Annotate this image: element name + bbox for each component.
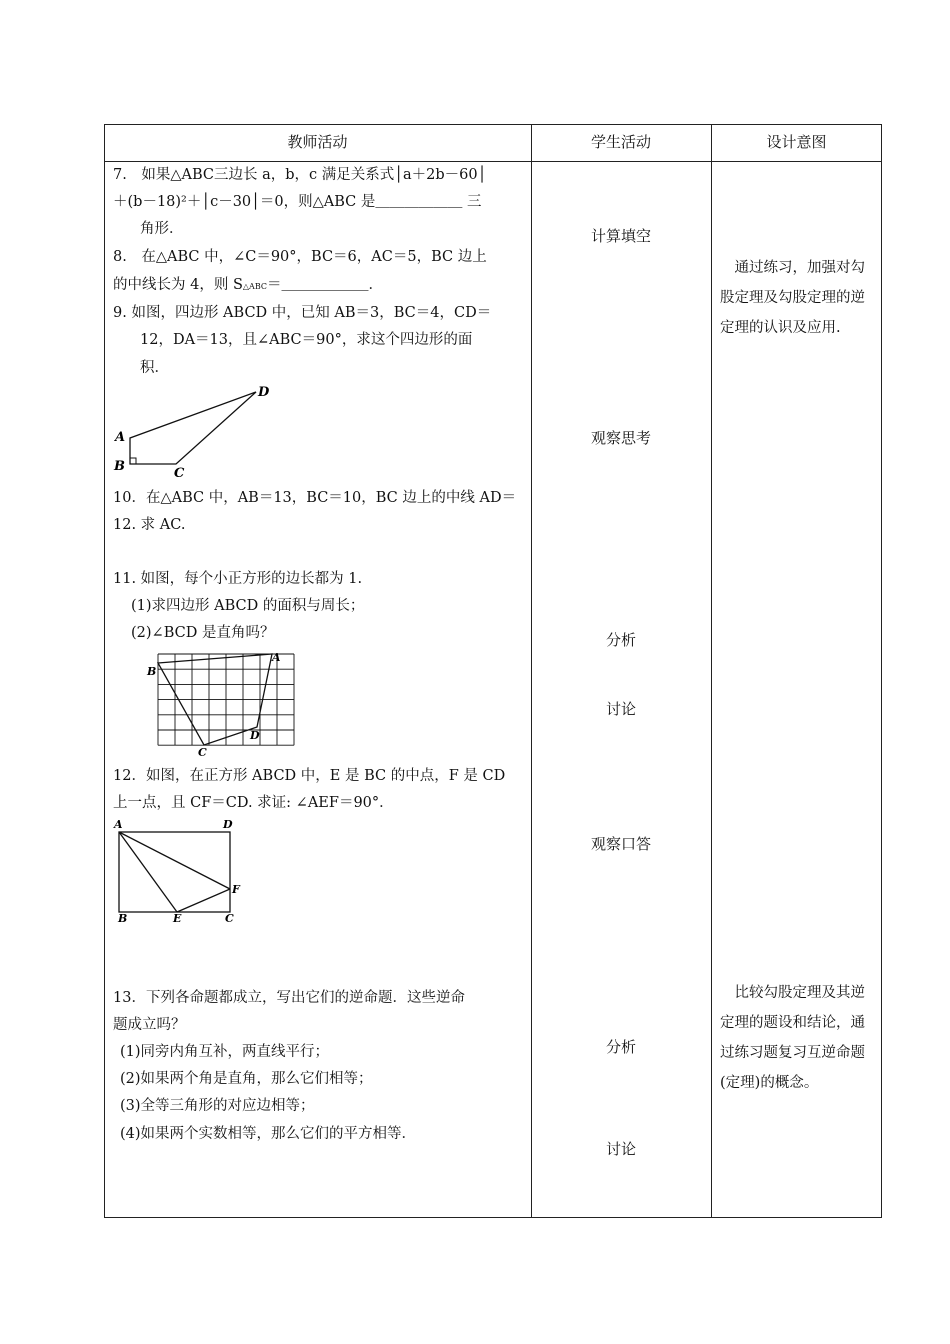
q8-line1: 8. 在△ABC 中，∠C＝90°，BC＝6，AC＝5，BC 边上 — [113, 249, 487, 265]
q11-label-a: A — [272, 651, 281, 664]
q9-line2: 12，DA＝13，且∠ABC＝90°，求这个四边形的面 — [140, 332, 473, 348]
header-design: 设计意图 — [766, 133, 827, 151]
q12-label-e: E — [173, 912, 182, 925]
q8-line2: 的中线长为 4，则 S△ABC＝＿＿＿＿＿＿． — [113, 277, 383, 293]
header-teacher: 教师活动 — [287, 133, 348, 151]
q12-label-a: A — [114, 818, 123, 831]
student-activity-3: 分析 — [605, 631, 636, 649]
q13-line1: 13．下列各命题都成立，写出它们的逆命题．这些逆命 — [113, 990, 465, 1006]
q13-item-4: (4)如果两个实数相等，那么它们的平方相等． — [120, 1126, 417, 1142]
q11-line2: (1)求四边形 ABCD 的面积与周长； — [131, 598, 365, 614]
q12-label-b: B — [118, 912, 128, 925]
student-activity-7: 讨论 — [605, 1140, 636, 1158]
q12-label-d: D — [223, 818, 233, 831]
q11-label-d: D — [250, 729, 260, 742]
q9-label-b: B — [114, 459, 125, 474]
q7-line1: 7. 如果△ABC三边长 a，b，c 满足关系式│a＋2b－60│ — [113, 167, 487, 183]
q11-line3: (2)∠BCD 是直角吗？ — [131, 625, 275, 641]
q12-label-c: C — [225, 912, 234, 925]
student-activity-4: 讨论 — [605, 700, 636, 718]
header-student: 学生活动 — [590, 133, 651, 151]
q10-line2: 12. 求 AC. — [113, 517, 186, 533]
q7-line3: 角形． — [140, 221, 184, 237]
q9-line1: 9. 如图，四边形 ABCD 中，已知 AB＝3，BC＝4，CD＝ — [113, 305, 492, 321]
q13-line2: 题成立吗？ — [113, 1017, 186, 1033]
q11-grid-figure — [145, 648, 300, 760]
q13-item-2: (2)如果两个角是直角，那么它们相等； — [120, 1071, 373, 1087]
q12-square-figure — [110, 818, 250, 928]
q9-label-d: D — [258, 385, 270, 400]
q7-line2: ＋(b－18)²＋│c－30│＝0，则△ABC 是＿＿＿＿＿＿ 三 — [113, 194, 482, 210]
q12-label-f: F — [232, 883, 240, 896]
q11-label-b: B — [147, 665, 157, 678]
student-activity-5: 观察口答 — [590, 835, 651, 853]
q9-label-c: C — [174, 466, 185, 481]
header-divider — [104, 161, 882, 162]
q11-line1: 11. 如图，每个小正方形的边长都为 1. — [113, 571, 363, 587]
q12-line1: 12．如图，在正方形 ABCD 中，E 是 BC 的中点，F 是 CD — [113, 768, 506, 784]
q12-line2: 上一点，且 CF＝CD. 求证: ∠AEF＝90°． — [113, 795, 394, 811]
q13-item-3: (3)全等三角形的对应边相等； — [120, 1098, 315, 1114]
q10-line1: 10．在△ABC 中，AB＝13，BC＝10，BC 边上的中线 AD＝ — [113, 490, 517, 506]
q11-label-c: C — [198, 746, 207, 759]
design-intent-1: 通过练习，加强对勾股定理及勾股定理的逆定理的认识及应用. — [720, 260, 865, 336]
student-activity-2: 观察思考 — [590, 429, 651, 447]
student-activity-1: 计算填空 — [590, 227, 651, 245]
design-intent-2: 比较勾股定理及其逆定理的题设和结论，通过练习题复习互逆命题(定理)的概念。 — [720, 985, 865, 1091]
q9-line3: 积． — [140, 360, 169, 376]
q9-label-a: A — [115, 430, 126, 445]
student-activity-6: 分析 — [605, 1038, 636, 1056]
q9-quadrilateral-figure — [110, 380, 280, 480]
column-divider — [711, 124, 712, 1218]
q13-item-1: (1)同旁内角互补，两直线平行； — [120, 1044, 330, 1060]
